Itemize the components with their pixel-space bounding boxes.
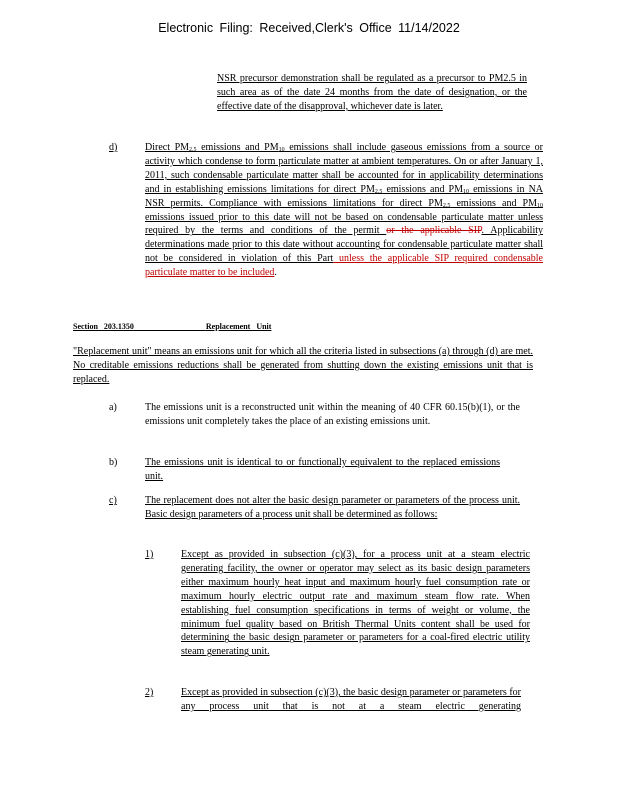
continuation-paragraph [217, 72, 527, 114]
item-a-text: The emissions unit is a reconstructed unit within the meaning of 40 CFR 60.15(b)(1), or the emissions unit completely takes the place of an existing emissions unit. [145, 402, 520, 427]
section-heading [73, 320, 271, 334]
inserted-text: unless the applicable SIP required condensable particulate matter to be included [145, 253, 543, 279]
item-b-label: b) [109, 457, 118, 468]
section-number: Section 203.1350 [73, 322, 134, 331]
item-c2-label: 2) [145, 687, 154, 698]
item-d-text: Direct $PM_{2.5}$ emissions and $PM_{10}$ emissions shall include gaseous emissions from a source or activity which condense to form particulate matter at ambient temperatures. On or after January 1, 2011, such condensable particulate matter shall be accounted for in applicability determinations and in establishing emissions limitations for direct $PM_{2.5}$ emissions and $PM_{10}$ emissions in NA NSR permits. Compliance with emissions limitations for direct $PM_{2.5}$ emissions and $PM_{10}$ emissions issued prior to this date will not be based on condensable particulate matter unless required by the terms and conditions of the permit [145, 142, 544, 237]
item-c2-text: Except as provided in subsection (c)(3), the basic design parameter or parameters for any process unit that is not at a steam electric generating [181, 687, 521, 712]
item-c1-paragraph [181, 548, 530, 659]
definition-text: "Replacement unit" means an emissions unit for which all the criteria listed in subsections (a) through (d) are met. No creditable emissions reductions shall be generated from shutting down the existing emissions unit that is replaced. [73, 346, 533, 385]
item-c2-paragraph [181, 686, 521, 714]
item-b-paragraph [145, 456, 500, 484]
item-c-paragraph [145, 494, 520, 522]
filing-header: Electronic Filing: Received,Clerk's Office 11/14/2022 [158, 21, 460, 35]
section-title: Replacement Unit [205, 322, 272, 331]
continuation-text: NSR precursor demonstration shall be regulated as a precursor to PM2.5 in such area as of the date 24 months from the date of designation, or the effective date of the disapproval, whichever date is later. [217, 73, 527, 112]
item-d-label: d) [109, 142, 118, 153]
item-c-text: The replacement does not alter the basic design parameter or parameters of the process unit. Basic design parameters of a process unit shall be determined as follows: [145, 495, 520, 520]
deleted-text: or the applicable SIP [386, 225, 482, 237]
item-a-paragraph [145, 401, 520, 429]
item-c1-text: Except as provided in subsection (c)(3), for a process unit at a steam electric generating facility, the owner or operator may select as its basic design parameters either maximum hourly heat input and maximum hourly fuel consumption rate or maximum hourly electric output rate and maximum steam flow rate. When establishing fuel consumption specifications in terms of weight or volume, the minimum fuel quality based on British Thermal Units content shall be used for determining the basic design parameter or parameters for a coal-fired electric utility steam generating unit. [181, 549, 530, 658]
item-b-text: The emissions unit is identical to or functionally equivalent to the replaced emissions unit. [145, 457, 500, 482]
item-c1-label: 1) [145, 549, 154, 560]
item-c-label: c) [109, 495, 117, 506]
item-d-paragraph: Direct $PM_{2.5}$ emissions and $PM_{10}$ emissions shall include gaseous emissions from a source or activity which condense to form particulate matter at ambient temperatures. On or after January 1, 2011, such condensable particulate matter shall be accounted for in applicability determinations and in establishing emissions limitations for direct $PM_{2.5}$ emissions and $PM_{10}$ emissions in NA NSR permits. Compliance with emissions limitations for direct $PM_{2.5}$ emissions and $PM_{10}$ emissions issued prior to this date will not be based on condensable particulate matter unless required by the terms and conditions of the permit or the applicable SIP. Applicability determinations made prior to this date without accounting for condensable particulate matter shall not be considered in violation of this Part unless the applicable SIP required condensable particulate matter to be included. [145, 142, 544, 279]
item-a-label: a) [109, 402, 117, 413]
definition-paragraph [73, 345, 533, 387]
